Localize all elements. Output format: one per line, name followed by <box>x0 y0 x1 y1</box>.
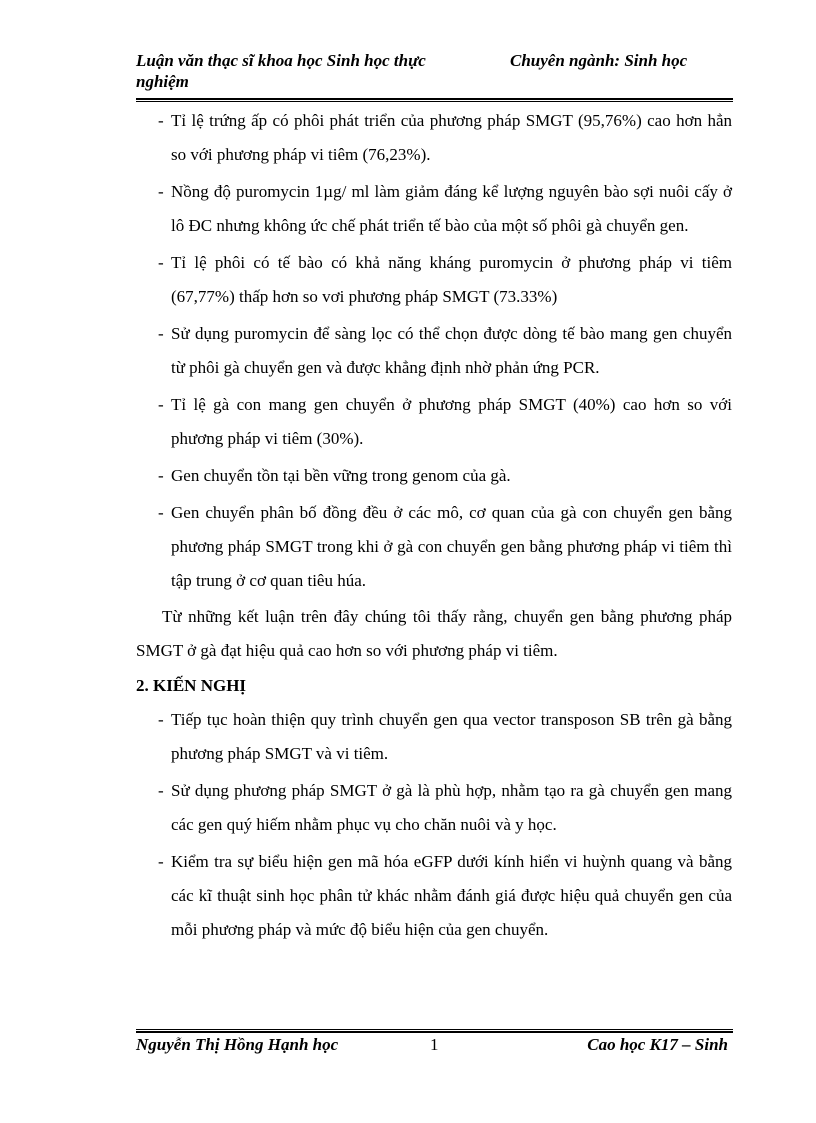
section-heading: 2. KIẾN NGHỊ <box>136 676 247 695</box>
header-rule <box>136 98 733 102</box>
bullet-marker: - <box>158 182 164 201</box>
recommendations-list <box>136 703 732 947</box>
bullet-marker: - <box>158 852 164 871</box>
bullet-marker: - <box>158 781 164 800</box>
list-item: - Sử dụng puromycin để sàng lọc có thể chọn được dòng tế bào mang gen chuyển từ phôi gà chuyển gen và được khẳng định nhờ phản ứng PCR. <box>136 317 732 385</box>
summary-paragraph: Từ những kết luận trên đây chúng tôi thấy rằng, chuyển gen bằng phương pháp SMGT ở gà đạt hiệu quả cao hơn so với phương pháp vi tiêm. <box>136 607 732 660</box>
list-item: - Tỉ lệ gà con mang gen chuyển ở phương pháp SMGT (40%) cao hơn so với phương pháp vi tiêm (30%). <box>136 388 732 456</box>
bullet-marker: - <box>158 503 164 522</box>
list-item: - Kiểm tra sự biểu hiện gen mã hóa eGFP dưới kính hiển vi huỳnh quang và bằng các kĩ thuật sinh học phân tử khác nhằm đánh giá được hiệu quả chuyển gen của mỗi phương pháp và mức độ biểu hiện của gen chuyển. <box>136 845 732 947</box>
conclusions-list <box>136 104 732 598</box>
list-item: - Tiếp tục hoàn thiện quy trình chuyển gen qua vector transposon SB trên gà bằng phương pháp SMGT và vi tiêm. <box>136 703 732 771</box>
bullet-marker: - <box>158 466 164 485</box>
list-item: - Tỉ lệ trứng ấp có phôi phát triển của phương pháp SMGT (95,76%) cao hơn hẳn so với phương pháp vi tiêm (76,23%). <box>136 104 732 172</box>
bullet-marker: - <box>158 710 164 729</box>
footer-author: Nguyễn Thị Hồng Hạnh học <box>136 1035 339 1054</box>
list-item: - Gen chuyển phân bố đồng đều ở các mô, cơ quan của gà con chuyển gen bằng phương pháp SMGT trong khi ở gà con chuyển gen bằng phương pháp vi tiêm thì tập trung ở cơ quan tiêu húa. <box>136 496 732 598</box>
page-header <box>136 50 734 98</box>
bullet-marker: - <box>158 111 164 130</box>
list-item: - Nồng độ puromycin 1µg/ ml làm giảm đáng kể lượng nguyên bào sợi nuôi cấy ở lô ĐC nhưng không ức chế phát triển tế bào của một số phôi gà chuyển gen. <box>136 175 732 243</box>
list-item: - Tỉ lệ phôi có tế bào có khả năng kháng puromycin ở phương pháp vi tiêm (67,77%) thấp hơn so vơi phương pháp SMGT (73.33%) <box>136 246 732 314</box>
page-number: 1 <box>430 1035 439 1054</box>
header-thesis-title: Luận văn thạc sĩ khoa học Sinh học thực nghiệm <box>136 51 426 91</box>
page-body <box>136 104 732 947</box>
footer-rule <box>136 1029 733 1033</box>
list-item: - Gen chuyển tồn tại bền vững trong genom của gà. <box>136 459 732 493</box>
page-footer <box>136 1034 734 1082</box>
bullet-marker: - <box>158 324 164 343</box>
list-item: - Sử dụng phương pháp SMGT ở gà là phù hợp, nhằm tạo ra gà chuyển gen mang các gen quý hiếm nhằm phục vụ cho chăn nuôi và y học. <box>136 774 732 842</box>
bullet-marker: - <box>158 395 164 414</box>
header-major: Chuyên ngành: Sinh học <box>510 51 688 70</box>
footer-course: Cao học K17 – Sinh <box>587 1035 728 1054</box>
bullet-marker: - <box>158 253 164 272</box>
